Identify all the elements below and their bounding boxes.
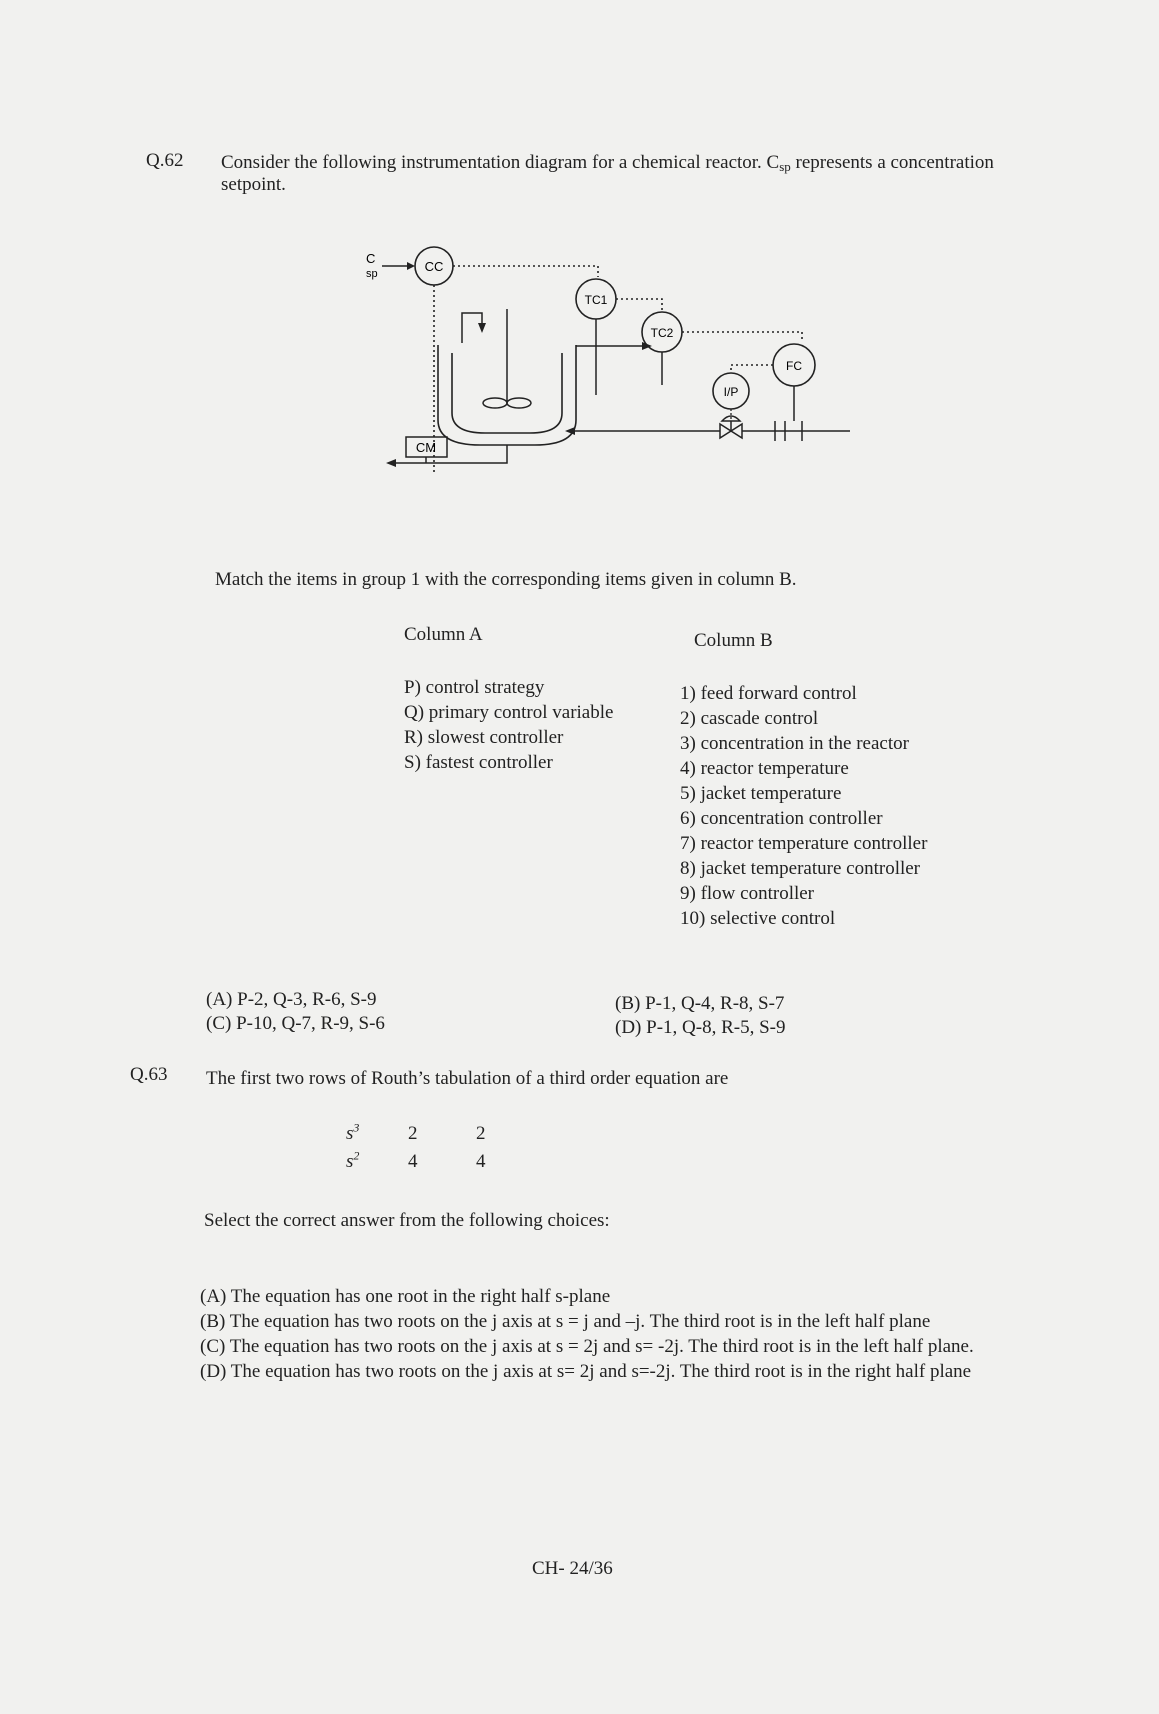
- routh-table: [346, 1120, 544, 1176]
- setpoint-subscript: sp: [366, 268, 378, 280]
- ip-label: I/P: [723, 385, 739, 399]
- q63-choice-c: (C) The equation has two roots on the j axis at s = 2j and s= -2j. The third root is in the left half plane.: [200, 1336, 974, 1357]
- routh-cell: 4: [476, 1151, 486, 1172]
- list-item: 5) jacket temperature: [680, 783, 842, 804]
- column-a-header: Column A: [404, 624, 483, 645]
- list-item: 10) selective control: [680, 908, 836, 929]
- select-instructions: Select the correct answer from the following choices:: [204, 1210, 610, 1231]
- tc2-label: TC2: [650, 326, 674, 340]
- cc-label: CC: [424, 259, 444, 274]
- match-instructions: Match the items in group 1 with the corresponding items given in column B.: [215, 569, 797, 590]
- q63-choice-a: (A) The equation has one root in the right half s-plane: [200, 1286, 611, 1307]
- q63-choices: [200, 1286, 1000, 1386]
- list-item: 4) reactor temperature: [680, 758, 849, 779]
- column-b-list: [680, 681, 927, 931]
- list-item: 2) cascade control: [680, 708, 819, 729]
- routh-cell: 2: [408, 1123, 418, 1144]
- routh-cell: 2: [476, 1123, 486, 1144]
- list-item: 7) reactor temperature controller: [680, 833, 928, 854]
- list-item: P) control strategy: [404, 677, 545, 698]
- q62-option-b: (B) P-1, Q-4, R-8, S-7: [615, 993, 785, 1014]
- question-number-63: Q.63: [130, 1064, 168, 1085]
- list-item: R) slowest controller: [404, 727, 564, 748]
- list-item: Q) primary control variable: [404, 702, 614, 723]
- list-item: 9) flow controller: [680, 883, 815, 904]
- column-b-header: Column B: [694, 630, 773, 651]
- fc-label: FC: [786, 359, 802, 373]
- question-62-intro: [221, 152, 1021, 196]
- list-item: 1) feed forward control: [680, 683, 857, 704]
- column-a-list: [404, 675, 613, 775]
- list-item: 3) concentration in the reactor: [680, 733, 909, 754]
- intro-subscript: sp: [779, 159, 791, 174]
- q62-option-d: (D) P-1, Q-8, R-5, S-9: [615, 1017, 786, 1038]
- q62-option-c: (C) P-10, Q-7, R-9, S-6: [206, 1013, 385, 1034]
- q63-choice-d: (D) The equation has two roots on the j axis at s= 2j and s=-2j. The third root is in the right half plane: [200, 1361, 972, 1382]
- routh-cell: 4: [408, 1151, 418, 1172]
- q62-option-a: (A) P-2, Q-3, R-6, S-9: [206, 989, 377, 1010]
- agitator-impeller: [483, 398, 507, 408]
- cm-label: CM: [415, 440, 437, 455]
- routh-row-label: $s^3$: [346, 1120, 360, 1144]
- q63-choice-b: (B) The equation has two roots on the j axis at s = j and –j. The third root is in the left half plane: [200, 1311, 931, 1332]
- question-63-intro: The first two rows of Routh’s tabulation of a third order equation are: [206, 1068, 729, 1089]
- intro-part-a: Consider the following instrumentation diagram for a chemical reactor. C: [221, 152, 780, 173]
- tc1-label: TC1: [584, 293, 608, 307]
- list-item: S) fastest controller: [404, 752, 553, 773]
- intro-part-b: represents a concentration setpoint.: [221, 152, 994, 195]
- reactor-instrumentation-diagram: [366, 235, 860, 520]
- table-row: [346, 1120, 544, 1148]
- list-item: 8) jacket temperature controller: [680, 858, 921, 879]
- page-footer: CH- 24/36: [532, 1558, 613, 1579]
- routh-row-label: $s^2$: [346, 1148, 360, 1172]
- question-number-62: Q.62: [146, 150, 184, 171]
- setpoint-label: C: [366, 251, 376, 266]
- table-row: [346, 1148, 544, 1176]
- list-item: 6) concentration controller: [680, 808, 883, 829]
